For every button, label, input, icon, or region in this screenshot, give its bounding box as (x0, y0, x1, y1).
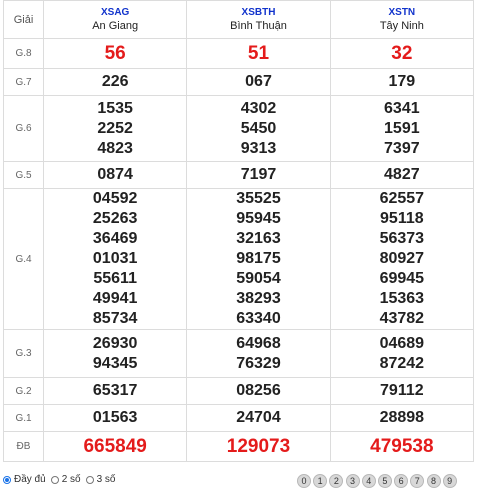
prize-row-g5 (4, 162, 474, 189)
prize-label: G.2 (4, 378, 44, 405)
prize-row-g6 (4, 96, 474, 162)
lottery-results-table (3, 0, 474, 462)
prize-number: 0874 (97, 166, 133, 183)
prize-number: 9313 (240, 139, 277, 157)
province-name: An Giang (92, 20, 139, 32)
prize-number: 94345 (92, 354, 138, 372)
prize-cell (330, 405, 473, 432)
digit-button-6[interactable]: 6 (394, 474, 408, 488)
prize-number: 35525 (236, 190, 281, 207)
province-name: Tây Ninh (379, 20, 424, 32)
prize-number: 64968 (236, 334, 281, 352)
prize-label: G.7 (4, 69, 44, 96)
prize-number: 62557 (379, 190, 425, 207)
prize-label: G.6 (4, 96, 44, 162)
digit-button-7[interactable]: 7 (410, 474, 424, 488)
prize-cell (330, 96, 473, 162)
prize-number: 49941 (92, 290, 138, 307)
prize-number: 87242 (379, 354, 425, 372)
prize-number: 98175 (236, 250, 281, 267)
prize-number: 1591 (384, 119, 420, 137)
prize-row-g7 (4, 69, 474, 96)
prize-number: 56 (104, 42, 126, 64)
prize-cell (44, 432, 187, 462)
prize-number: 38293 (236, 290, 281, 307)
prize-number: 129073 (226, 435, 291, 457)
province-code[interactable]: XSTN (388, 7, 416, 18)
digit-button-1[interactable]: 1 (313, 474, 327, 488)
prize-number: 665849 (83, 435, 147, 457)
prize-number: 7197 (240, 166, 277, 183)
prize-cell (44, 162, 187, 189)
prize-cell (330, 39, 473, 69)
province-header-an-giang[interactable] (44, 1, 187, 39)
prize-number: 80927 (379, 250, 425, 267)
prize-number: 04592 (92, 190, 138, 207)
prize-number: 59054 (236, 270, 281, 287)
prize-cell (330, 189, 473, 330)
province-code[interactable]: XSBTH (241, 7, 276, 18)
prize-number: 95118 (380, 210, 424, 227)
prize-number: 76329 (236, 354, 281, 372)
prize-cell (44, 189, 187, 330)
prize-number: 79112 (380, 382, 424, 399)
prize-number: 95945 (236, 210, 281, 227)
prize-number: 85734 (92, 310, 138, 327)
prize-number: 067 (245, 73, 272, 90)
prize-label: G.3 (4, 330, 44, 378)
prize-number: 4827 (384, 166, 420, 183)
prize-number: 56373 (379, 230, 425, 247)
prize-number: 36469 (92, 230, 138, 247)
prize-cell (44, 39, 187, 69)
prize-label: ĐB (4, 432, 44, 462)
prize-number: 04689 (379, 334, 425, 352)
prize-cell (44, 96, 187, 162)
prize-number: 51 (247, 42, 270, 64)
prize-number: 25263 (92, 210, 138, 227)
digit-button-5[interactable]: 5 (378, 474, 392, 488)
prize-cell (187, 432, 330, 462)
header-row (4, 1, 474, 39)
prize-cell (187, 330, 330, 378)
prize-row-g3 (4, 330, 474, 378)
prize-number: 26930 (92, 334, 138, 352)
digit-filter (297, 474, 459, 488)
radio-icon[interactable] (86, 476, 94, 484)
prize-row-g4 (4, 189, 474, 330)
province-name: Bình Thuận (230, 20, 287, 32)
digit-button-8[interactable]: 8 (427, 474, 441, 488)
prize-row-g1 (4, 405, 474, 432)
prize-number: 6341 (384, 99, 420, 117)
prize-cell (187, 162, 330, 189)
prize-cell (44, 378, 187, 405)
prize-number: 15363 (379, 290, 425, 307)
province-code[interactable]: XSAG (100, 7, 130, 18)
option-3-digits[interactable] (86, 474, 116, 485)
digit-button-3[interactable]: 3 (346, 474, 360, 488)
prize-number: 32163 (236, 230, 281, 247)
prize-row-special (4, 432, 474, 462)
prize-number: 1535 (97, 99, 133, 117)
option-3-digits-label: 3 số (96, 474, 116, 485)
prize-number: 32 (391, 42, 413, 64)
prize-number: 55611 (93, 270, 137, 287)
prize-number: 179 (388, 73, 416, 90)
prize-number: 479538 (370, 435, 434, 457)
prize-number: 65317 (92, 382, 138, 399)
prize-number: 24704 (236, 409, 281, 426)
prize-cell (330, 69, 473, 96)
digit-button-2[interactable]: 2 (329, 474, 343, 488)
prize-cell (330, 162, 473, 189)
digit-button-4[interactable]: 4 (362, 474, 376, 488)
prize-label: G.4 (4, 189, 44, 330)
digit-button-0[interactable]: 0 (297, 474, 311, 488)
prize-number: 28898 (379, 409, 425, 426)
prize-cell (187, 69, 330, 96)
province-header-binh-thuan[interactable] (187, 1, 330, 39)
bottom-controls (0, 466, 477, 500)
prize-cell (44, 405, 187, 432)
prize-number: 63340 (236, 310, 281, 327)
digit-button-9[interactable]: 9 (443, 474, 457, 488)
prize-row-g2 (4, 378, 474, 405)
prize-number: 69945 (379, 270, 425, 287)
prize-number: 01563 (92, 409, 138, 426)
option-full[interactable] (3, 474, 46, 485)
prize-cell (330, 378, 473, 405)
prize-label: G.5 (4, 162, 44, 189)
prize-number: 2252 (97, 119, 133, 137)
prize-number: 01031 (92, 250, 138, 267)
option-2-digits[interactable] (51, 474, 81, 485)
prize-label: G.8 (4, 39, 44, 69)
prize-number: 43782 (379, 310, 425, 327)
prize-cell (44, 69, 187, 96)
prize-cell (187, 378, 330, 405)
prize-cell (187, 189, 330, 330)
prize-number: 226 (101, 73, 129, 90)
prize-label: G.1 (4, 405, 44, 432)
prize-cell (330, 432, 473, 462)
prize-number: 08256 (236, 382, 281, 399)
prize-cell (330, 330, 473, 378)
prize-number: 4302 (240, 99, 277, 117)
option-full-label: Đầy đủ (14, 474, 46, 485)
radio-icon[interactable] (51, 476, 59, 484)
prize-number: 7397 (384, 139, 420, 157)
display-mode-options (3, 474, 121, 485)
prize-cell (187, 39, 330, 69)
radio-selected-icon[interactable] (3, 476, 11, 484)
prize-column-header: Giải (4, 1, 44, 39)
prize-cell (187, 96, 330, 162)
province-header-tay-ninh[interactable] (330, 1, 473, 39)
prize-row-g8 (4, 39, 474, 69)
prize-number: 5450 (240, 119, 277, 137)
option-2-digits-label: 2 số (61, 474, 81, 485)
prize-cell (44, 330, 187, 378)
prize-cell (187, 405, 330, 432)
prize-number: 4823 (97, 139, 133, 157)
